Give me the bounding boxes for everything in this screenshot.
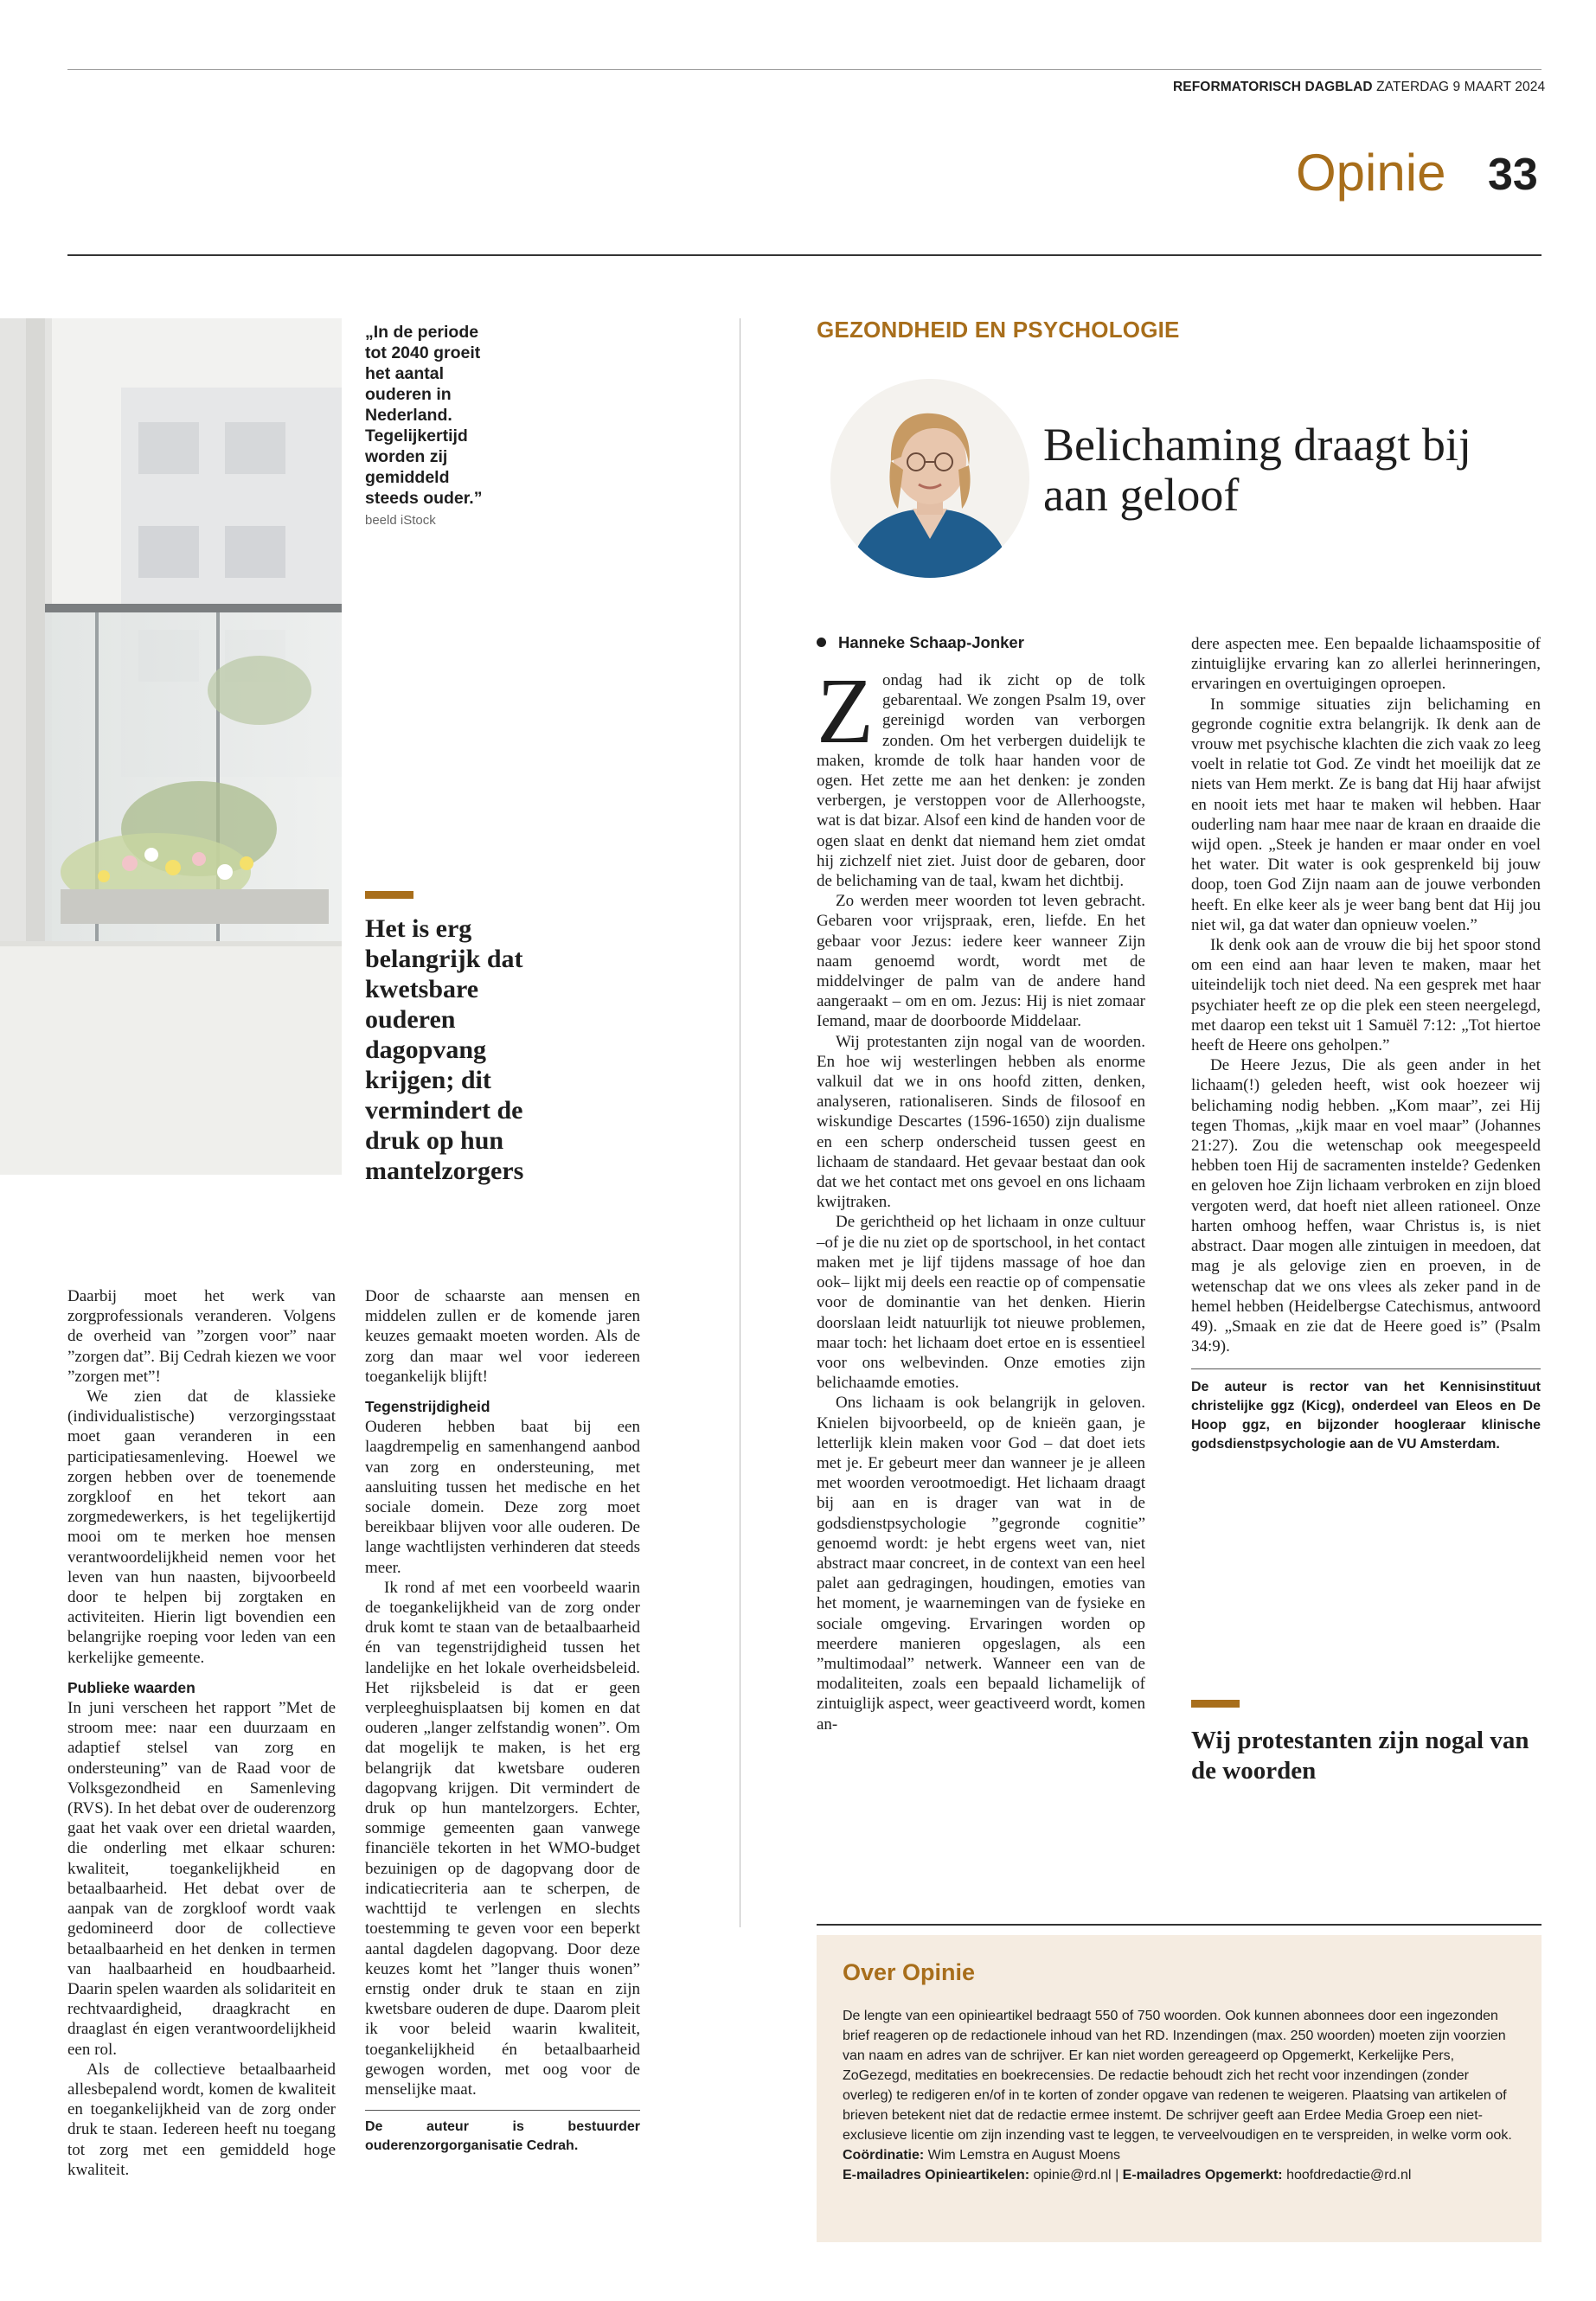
box-top-rule <box>817 1924 1542 1926</box>
pull-quote-bar-right <box>1191 1700 1240 1708</box>
right-col2-p2: In sommige situaties zijn belichaming en gegronde cognitie extra belangrijk. Ik denk aan de vrouw met psychische klachten die zich vaak zo leeg voelt in relatie tot God. Ze vindt het moeilijk dat ze niets van Hem merkt. Ze is bang dat Hij haar afwijst en nooit iets met haar te maken wil hebben. Haar ouderling nam haar mee naar de kraan en draaide die wijd open. „Steek je handen er maar onder en voel het water. Dit water is ook gesprenkeld bij jouw doop, toen God Zijn naam aan de jouwe verbonden heeft. En elke keer als je weer bang bent dat Hij jou niet wil, ga dat water dan opnieuw voelen.” <box>1191 695 1541 934</box>
masthead <box>1173 80 1546 95</box>
headline: Belichaming draagt bij aan geloof <box>1043 419 1471 521</box>
top-rule <box>67 69 1542 70</box>
caption-credit: beeld iStock <box>365 513 436 528</box>
box-title: Over Opinie <box>843 1959 976 1985</box>
pull-quote-left: Het is erg belangrijk dat kwetsbare ouderen dagopvang krijgen; dit vermindert de druk op hun mantelzorgers <box>365 914 524 1185</box>
box-body: De lengte van een opinieartikel bedraagt 550 of 750 woorden. Ook kunnen abonnees door een ingezonden brief reageren op de redactionele inhoud van het RD. Inzendingen (max. 250 woorden) moeten zijn voorzien van naam en adres van de schrijver. Er kan niet worden gereageerd op Opgemerkt, Kerkelijke Pers, ZoGezegd, meditaties en boekrecensies. De redactie behoudt zich het recht voor inzendingen (zonder overleg) te redigeren en/of in te korten of zonder opgave van redenen te weigeren. Plaatsing van artikelen of brieven betekent niet dat de redactie ermee instemt. De schrijver geeft aan Erdee Media Groep een niet-exclusieve licentie om zijn inzending vast te leggen, te verveelvoudigen en te verspreiden, in welke vorm ook. <box>843 2009 1512 2143</box>
right-col1-p4: De gerichtheid op het lichaam in onze cultuur –of je die nu ziet op de sportschool, in het contact maken met je lijf tijdens massage of hoe dan ook– lijkt mij deels een reactie op of compensatie voor de dominantie van het denken. Hierin doorslaan leidt natuurlijk tot nieuwe problemen, maar toch: het lichaam doet ertoe en is essentieel voor ons welbevinden. Onze emoties zijn belichaamde emoties. <box>817 1213 1145 1393</box>
dropcap: Z <box>817 660 874 763</box>
masthead-date: ZATERDAG 9 MAART 2024 <box>1376 80 1546 94</box>
heading-publieke-waarden: Publieke waarden <box>67 1678 195 1696</box>
header-rule <box>67 254 1542 256</box>
right-article-col2 <box>1191 634 1541 1454</box>
left-col1-p2: We zien dat de klassieke (individualistische) verzorgingsstaat moet gaan veranderen in een participatiesamenleving. Hoewel we zorgen hebben over de toenemende zorgkloof en het tekort aan zorgmedewerkers, is het tegelijkertijd mooi om te merken hoe mensen verantwoordelijkheid nemen voor het leven van hun naasten, bijvoorbeeld door te helpen bij zorgtaken en activiteiten. Hierin ligt bovendien een belangrijke roeping voor leden van een kerkelijke gemeente. <box>67 1388 336 1667</box>
left-author-note: De auteur is bestuurder ouderenzorgorganisatie Cedrah. <box>365 2119 640 2154</box>
section-title: Opinie <box>1296 144 1446 202</box>
email1-label: E-mailadres Opinieartikelen: <box>843 2168 1030 2182</box>
left-col1-p1: Daarbij moet het werk van zorgprofessionals veranderen. Volgens de overheid van ”zorgen voor” naar ”zorgen dat”. Bij Cedrah kiezen we voor ”zorgen met”! <box>67 1287 336 1386</box>
left-col2-p2: Ouderen hebben baat bij een laagdrempelig en samenhangend aanbod van zorg en ondersteuning, met aansluiting tussen het medische en het sociale domein. Deze zorg moet bereikbaar blijven voor alle ouderen. De lange wachtlijsten verhinderen dat steeds meer. <box>365 1418 640 1577</box>
right-col1-p3: Wij protestanten zijn nogal van de woorden. En hoe wij westerlingen hebben als enorme valkuil dat we in ons hoofd zitten, denken, analyseren, rationaliseren. Sinds de filosoof en wiskundige Descartes (1596-1650) zijn dualisme en een scherp onderscheid tussen geest en lichaam de standaard. Het gevaar bestaat dan ook dat we het contact met ons gevoel en ons lichaam kwijtraken. <box>817 1032 1145 1212</box>
pull-quote-right: Wij protestanten zijn nogal van de woorden <box>1191 1727 1529 1785</box>
masthead-paper: REFORMATORISCH DAGBLAD <box>1173 80 1373 94</box>
right-col2-p3: Ik denk ook aan de vrouw die bij het spoor stond om een eind aan haar leven te maken, maar het uiteindelijk toch niet deed. Na een gesprek met haar psychiater heeft ze op die plek een steen neergelegd, met daarop een tekst uit 1 Samuël 7:12: „Tot hiertoe heeft de Heere ons geholpen.” <box>1191 936 1541 1055</box>
left-article-col2 <box>365 1286 640 2156</box>
right-author-note-wrap <box>1191 1368 1541 1454</box>
heading-tegenstrijdigheid: Tegenstrijdigheid <box>365 1398 490 1416</box>
balcony-photo <box>0 318 342 1175</box>
byline-name: Hanneke Schaap-Jonker <box>838 633 1024 651</box>
right-col2-p4: De Heere Jezus, Die als geen ander in het lichaam(!) geleden heeft, wist ook hoezeer wij belichaming nodig hebben. „Kom maar”, zei Hij tegen Thomas, „kijk maar en voel maar” (Johannes 21:27). Zou die wetenschap ook meegespeeld hebben toen Hij de sacramenten instelde? Gedenken en geloven hoe Zijn lichaam verbroken en zijn bloed vergoten werd, dat hoeft niet alleen rationeel. Onze harten omhoog heffen, waar Christus is, is niet abstract. Daar mogen alle zintuigen in meedoen, dat mag je als gelovige zien en proeven, in de wetenschap dat we ons vlees als zeker pand in de hemel hebben (Heidelbergse Catechismus, antwoord 49). „Smaak en zie dat de Heere goed is” (Psalm 34:9). <box>1191 1056 1541 1356</box>
byline-bullet-icon <box>817 638 826 647</box>
kicker: GEZONDHEID EN PSYCHOLOGIE <box>817 317 1180 343</box>
email1-value[interactable]: opinie@rd.nl <box>1033 2168 1112 2182</box>
byline <box>817 633 1024 652</box>
left-col1-p3: In juni verscheen het rapport ”Met de stroom mee: naar een duurzaam en adaptief stelsel van zorg en ondersteuning” van de Raad voor de Volksgezondheid en Samenleving (RVS). In het debat over de ouderenzorg gaat het vaak over een drietal waarden, die onderling met elkaar schuren: kwaliteit, toegankelijkheid en betaalbaarheid. Het debat over de aanpak van de zorgkloof wordt vaak gedomineerd door de collectieve betaalbaarheid en het denken in termen van haalbaarheid en houdbaarheid. Daarin spelen waarden als solidariteit en rechtvaardigheid, draagkracht en draaglast én eigen verantwoordelijkheid een rol. <box>67 1699 336 2059</box>
coord-value: Wim Lemstra en August Moens <box>927 2148 1120 2163</box>
right-author-note: De auteur is rector van het Kennisinstituut christelijke ggz (Kicg), onderdeel van Eleos en De Hoop ggz, en bijzonder hoogleraar klinische godsdienstpsychologie aan de VU Amsterdam. <box>1191 1380 1541 1452</box>
left-col2-p3: Ik rond af met een voorbeeld waarin de toegankelijkheid van de zorg onder druk komt te staan van de betaalbaarheid én van tegenstrijdigheid tussen het landelijke en het lokale overheidsbeleid. Het rijksbeleid is dat er geen verpleeghuisplaatsen bij komen en dat ouderen „langer zelfstandig wonen”. Om dat mogelijk te maken, is het erg belangrijk dat kwetsbare ouderen dagopvang krijgen. Dit vermindert de druk op hun mantelzorgers. Echter, sommige gemeenten gaan vanwege financiële tekorten in het WMO-budget bezuinigen op de dagopvang door de indicatiecriteria aan te scherpen, de wachttijd te verlengen en slechts toestemming te geven voor een beperkt aantal dagdelen dagopvang. Door deze keuzes komt het ”langer thuis wonen” ernstig onder druk te staan en zijn kwetsbare ouderen de dupe. Daarom pleit ik voor beleid waarin kwaliteit, toegankelijkheid én betaalbaarheid gewogen worden, met oog voor de menselijke maat. <box>365 1578 640 2099</box>
left-col1-p4: Als de collectieve betaalbaarheid allesbepalend wordt, komen de kwaliteit en toegankelijkheid van de zorg onder druk te staan. Iedereen heeft nu toegang tot zorg met een gemiddeld hoge kwaliteit. <box>67 2060 336 2179</box>
caption-text: „In de periode tot 2040 groeit het aantal ouderen in Nederland. Tegelijkertijd worden zij gemiddeld steeds ouder.” <box>365 323 483 508</box>
left-col2-p1: Door de schaarste aan mensen en middelen zullen er de komende jaren keuzes gemaakt moeten worden. Als de zorg dan maar wel voor iedereen toegankelijk blijft! <box>365 1287 640 1386</box>
page-number: 33 <box>1488 150 1538 200</box>
coord-label: Coördinatie: <box>843 2148 925 2163</box>
box-text <box>843 2006 1517 2185</box>
right-col1-p2: Zo werden meer woorden tot leven gebracht. Gebaren voor vrijspraak, eren, liefde. En het gebaar voor Jezus: iedere keer wanneer Zijn naam genoemd wordt, wordt met de middelvinger de palm van de andere hand aangeraakt – om en om. Jezus: Hij is niet zomaar Iemand, maar de doorboorde Middelaar. <box>817 892 1145 1031</box>
left-author-note-wrap <box>365 2110 640 2156</box>
over-opinie-box <box>817 1935 1542 2242</box>
email-separator: | <box>1115 2168 1119 2182</box>
author-portrait-illustration <box>830 379 1029 578</box>
balcony-photo-illustration <box>0 318 342 1175</box>
left-article-col1 <box>67 1286 336 2180</box>
right-col2-p1: dere aspecten mee. Een bepaalde lichaamspositie of zintuiglijke ervaring kan zo allerlei herinneringen, ervaringen en overtuigingen oproepen. <box>1191 635 1541 694</box>
right-col1-first-text: ondag had ik zicht op de tolk gebarentaal. We zongen Psalm 19, over gereinigd worden van verborgen zonden. Om het verbergen duidelijk te maken, kromde de tolk haar handen voor de ogen. Het zette me aan het denken: je zonden verbergen, je verstoppen voor de Allerhoogste, wat is dat bizar. Alsof een kind de handen voor de ogen slaat en denkt dat niemand hem ziet omdat hij zichzelf niet ziet. Juist door de gebaren, door de belichaming van de taal, kwam het dichtbij. <box>817 671 1145 891</box>
email2-label: E-mailadres Opgemerkt: <box>1122 2168 1283 2182</box>
right-col1-p1 <box>817 660 1145 891</box>
author-portrait <box>830 379 1029 578</box>
right-col1-p5: Ons lichaam is ook belangrijk in geloven. Knielen bijvoorbeeld, op de knieën gaan, je letterlijk klein maken voor God – dat doet iets met je. Er gebeurt meer dan wanneer je je alleen met woorden verootmoedigt. Het lichaam draagt bij aan en is drager van wat in de godsdienstpsychologie ”gegronde cognitie” genoemd wordt: je hebt ergens weet van, niet abstract maar concreet, in de context van een heel palet aan gedragingen, houdingen, emoties van het moment, je waarnemingen van de fysieke en sociale omgeving. Ervaringen worden op meerdere manieren opgeslagen, als een ”multimodaal” netwerk. Wanneer een van de modaliteiten, zoals een bepaald lichamelijk of zintuiglijk aspect, weer geactiveerd wordt, komen an- <box>817 1394 1145 1734</box>
right-article-col1 <box>817 660 1145 1734</box>
photo-caption <box>365 322 503 531</box>
pull-quote-bar <box>365 891 413 899</box>
email2-value[interactable]: hoofdredactie@rd.nl <box>1286 2168 1412 2182</box>
